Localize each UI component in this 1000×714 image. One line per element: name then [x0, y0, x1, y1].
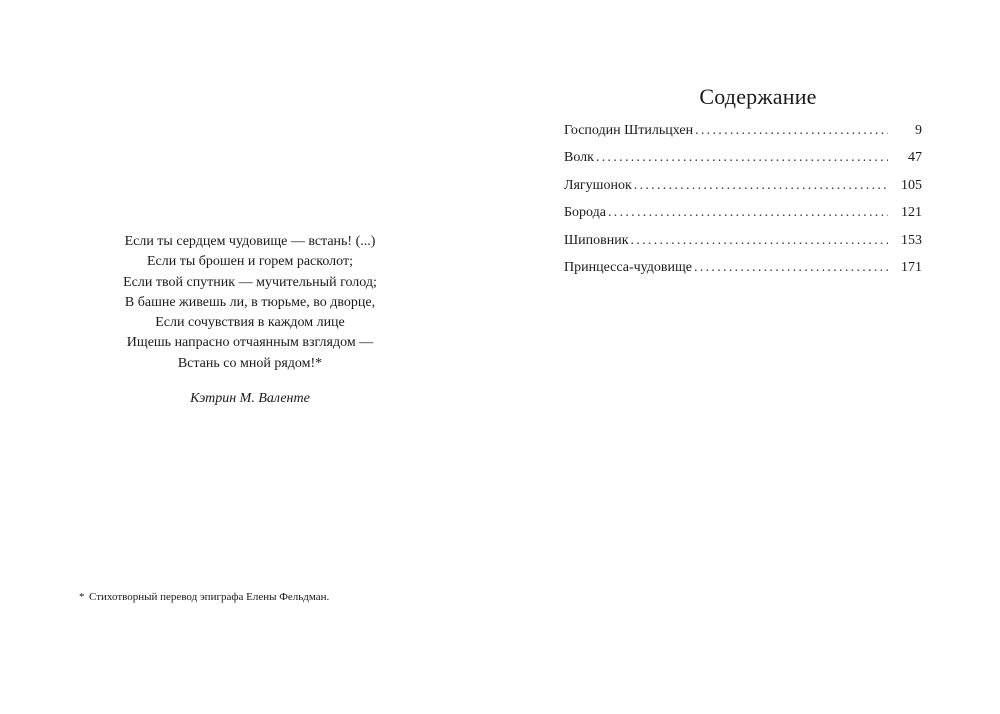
toc-entry[interactable] [564, 149, 922, 176]
footnote [79, 590, 329, 604]
toc-entry-page: 153 [901, 232, 922, 248]
toc-entry-page: 171 [901, 259, 922, 275]
toc-entry-page: 47 [908, 150, 922, 166]
toc-entry-page: 105 [901, 177, 922, 193]
toc-entry[interactable] [564, 259, 922, 286]
toc-entry[interactable] [564, 177, 922, 204]
toc-entry-title: Шиповник [564, 232, 629, 248]
toc-leader-dots [695, 122, 888, 140]
toc-entry[interactable] [564, 122, 922, 149]
epigraph-line: Если твой спутник — мучительный голод; [123, 274, 377, 290]
toc-leader-dots [694, 259, 888, 277]
toc-entry-title: Господин Штильцхен [564, 123, 694, 138]
table-of-contents [564, 122, 922, 286]
toc-entry-page: 121 [901, 205, 922, 221]
footnote-mark: * [79, 591, 85, 603]
toc-entry-title: Волк [564, 150, 594, 166]
toc-leader-dots [596, 149, 888, 167]
epigraph [100, 232, 400, 409]
epigraph-line: Если ты брошен и горем расколот; [147, 254, 353, 270]
toc-leader-dots [634, 177, 888, 195]
toc-entry-title: Принцесса-чудовище [564, 259, 693, 275]
toc-entry[interactable] [564, 232, 922, 259]
toc-title: Содержание [699, 84, 817, 109]
epigraph-line: Если ты сердцем чудовище — встань! (...) [124, 234, 376, 249]
epigraph-line: Ищешь напрасно отчаянным взглядом — [126, 335, 374, 351]
epigraph-line: Если сочувствия в каждом лице [155, 315, 345, 331]
epigraph-line: Встань со мной рядом!* [177, 355, 323, 371]
toc-entry[interactable] [564, 204, 922, 231]
toc-entry-title: Лягушонок [564, 177, 632, 193]
footnote-text: Стихотворный перевод эпиграфа Елены Фельдман. [89, 591, 330, 603]
toc-leader-dots [608, 204, 888, 222]
toc-leader-dots [631, 232, 888, 250]
right-page [500, 0, 1000, 714]
toc-entry-page: 9 [915, 123, 922, 138]
epigraph-author: Кэтрин М. Валенте [190, 391, 310, 407]
toc-entry-title: Борода [564, 205, 606, 221]
epigraph-line: В башне живешь ли, в тюрьме, во дворце, [124, 294, 376, 310]
